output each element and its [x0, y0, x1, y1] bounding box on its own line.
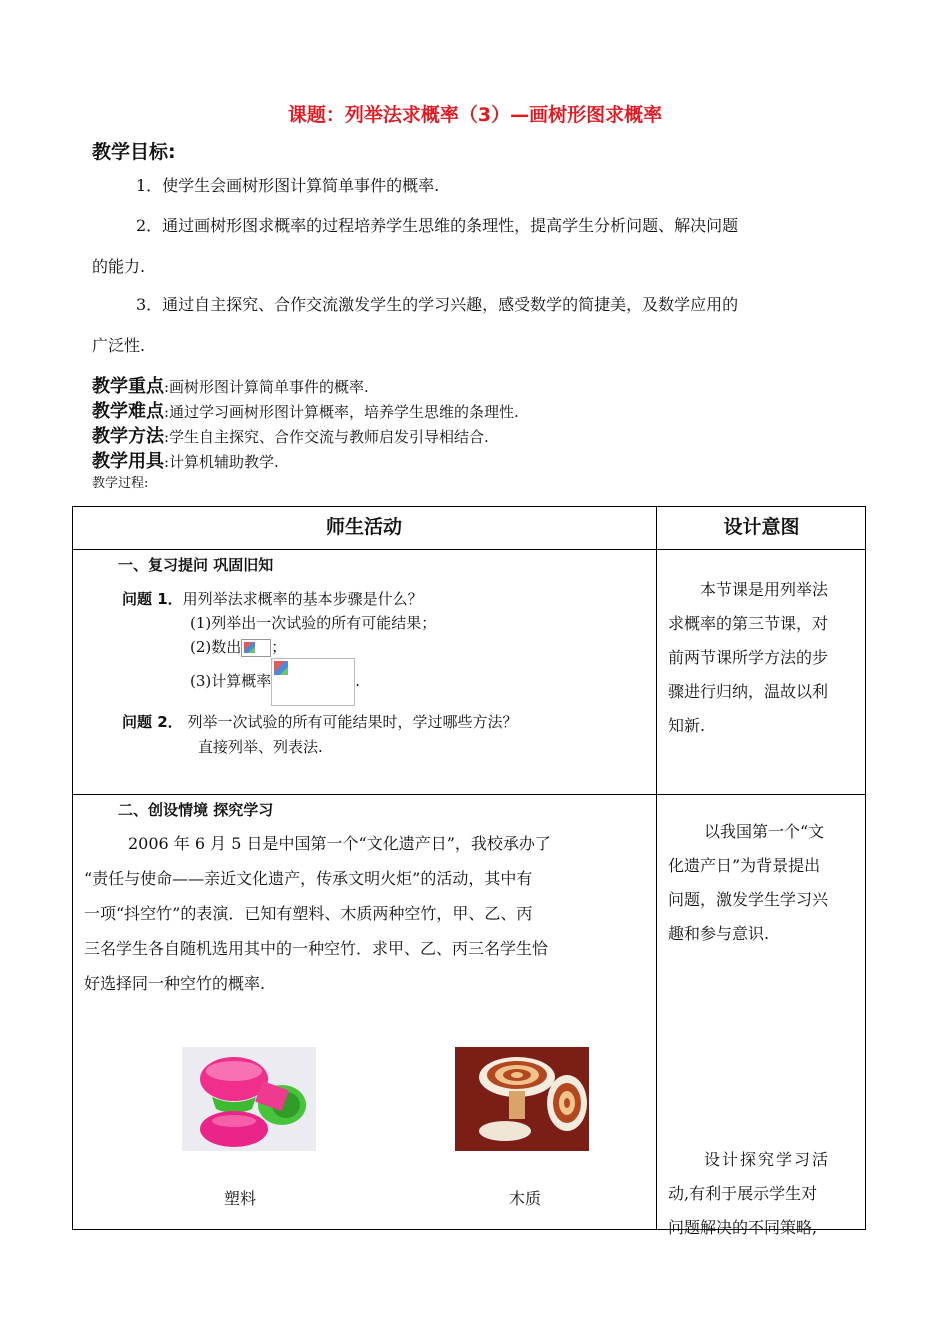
- difficulty-text: :通过学习画树形图计算概率，培养学生思维的条理性.: [164, 403, 519, 421]
- step-2: [190, 636, 286, 657]
- formula-image-icon: [271, 658, 355, 706]
- table-header-divider: [72, 549, 866, 550]
- intent-line: 知新.: [668, 716, 706, 735]
- key-point-row: [92, 372, 369, 398]
- intent-line: 化遗产日”为背景提出: [668, 856, 821, 875]
- scenario-line: 三名学生各自随机选用其中的一种空竹．求甲、乙、丙三名学生恰: [84, 939, 549, 958]
- plastic-diabolo-image: [182, 1047, 316, 1151]
- wooden-diabolo-image: [455, 1047, 589, 1151]
- caption-plastic: 塑料: [224, 1189, 257, 1208]
- scenario-paragraph: [84, 826, 650, 1001]
- intent-block-1: [668, 573, 858, 743]
- intent-line: 趣和参与意识.: [668, 924, 770, 943]
- scenario-line: 一项“抖空竹”的表演．已知有塑料、木质两种空竹，甲、乙、丙: [84, 904, 533, 923]
- key-point-text: :画树形图计算简单事件的概率.: [164, 378, 369, 396]
- intent-line: 前两节课所学方法的步: [668, 648, 829, 667]
- header-intent: 设计意图: [723, 516, 800, 538]
- intent-block-2: [668, 815, 858, 951]
- method-row: [92, 422, 489, 448]
- formula-image-icon: [241, 639, 271, 657]
- question-1-label: 问题 1．: [122, 590, 183, 608]
- tools-row: [92, 447, 279, 473]
- header-activities: 师生活动: [325, 516, 402, 538]
- process-label: 教学过程:: [92, 476, 149, 491]
- intent-block-3: [668, 1143, 858, 1245]
- question-2-answer: 直接列举、列表法.: [198, 738, 323, 756]
- question-1: [122, 588, 423, 609]
- goal-item-2-line-1: 2．通过画树形图求概率的过程培养学生思维的条理性，提高学生分析问题、解决问题: [136, 216, 739, 235]
- key-point-label: 教学重点: [92, 376, 164, 397]
- step-3-end: .: [355, 672, 361, 690]
- goal-item-1: 1．使学生会画树形图计算简单事件的概率.: [136, 176, 440, 195]
- question-2-text: 列举一次试验的所有可能结果时，学过哪些方法？: [182, 713, 518, 731]
- intent-line: 动,有利于展示学生对: [668, 1184, 818, 1203]
- question-2-label: 问题 2．: [122, 713, 183, 731]
- goals-heading: 教学目标:: [92, 141, 176, 163]
- tools-label: 教学用具: [92, 451, 164, 472]
- intent-line: 以我国第一个“文: [704, 822, 825, 841]
- method-label: 教学方法: [92, 426, 164, 447]
- difficulty-row: [92, 397, 519, 423]
- question-2: [122, 711, 517, 732]
- page-title: 课题：列举法求概率（3）—画树形图求概率: [287, 104, 663, 126]
- difficulty-label: 教学难点: [92, 401, 164, 422]
- table-column-divider: [656, 506, 657, 1230]
- scenario-line: 2006 年 6 月 5 日是中国第一个“文化遗产日”，我校承办了: [128, 834, 551, 853]
- table-row-divider: [72, 794, 866, 795]
- intent-line: 本节课是用列举法: [700, 580, 829, 599]
- scenario-line: 好选择同一种空竹的概率.: [84, 974, 266, 993]
- step-1: (1)列举出一次试验的所有可能结果；: [190, 614, 437, 632]
- goal-item-3-line-2: 广泛性.: [92, 336, 146, 355]
- intent-line: 求概率的第三节课，对: [668, 614, 829, 633]
- section-2-heading: 二、创设情境 探究学习: [118, 801, 274, 819]
- section-1-heading: 一、复习提问 巩固旧知: [118, 556, 274, 574]
- tools-text: :计算机辅助教学.: [164, 453, 279, 471]
- method-text: :学生自主探究、合作交流与教师启发引导相结合.: [164, 428, 489, 446]
- scenario-line: “责任与使命——亲近文化遗产，传承文明火炬”的活动，其中有: [84, 869, 533, 888]
- intent-line: 设计探究学习活: [704, 1150, 831, 1169]
- goal-item-3-line-1: 3．通过自主探究、合作交流激发学生的学习兴趣，感受数学的简捷美，及数学应用的: [136, 295, 739, 314]
- intent-line: 骤进行归纳，温故以利: [668, 682, 829, 701]
- intent-line: 问题，激发学生学习兴: [668, 890, 829, 909]
- caption-wood: 木质: [509, 1189, 542, 1208]
- intent-line: 问题解决的不同策略,: [668, 1218, 818, 1237]
- question-1-text: 用列举法求概率的基本步骤是什么？: [182, 590, 423, 608]
- step-2-text: (2)数出: [190, 638, 242, 656]
- step-2-end: ；: [271, 638, 287, 656]
- goal-item-2-line-2: 的能力.: [92, 257, 146, 276]
- step-3: [190, 658, 360, 706]
- step-3-text: (3)计算概率: [190, 672, 272, 690]
